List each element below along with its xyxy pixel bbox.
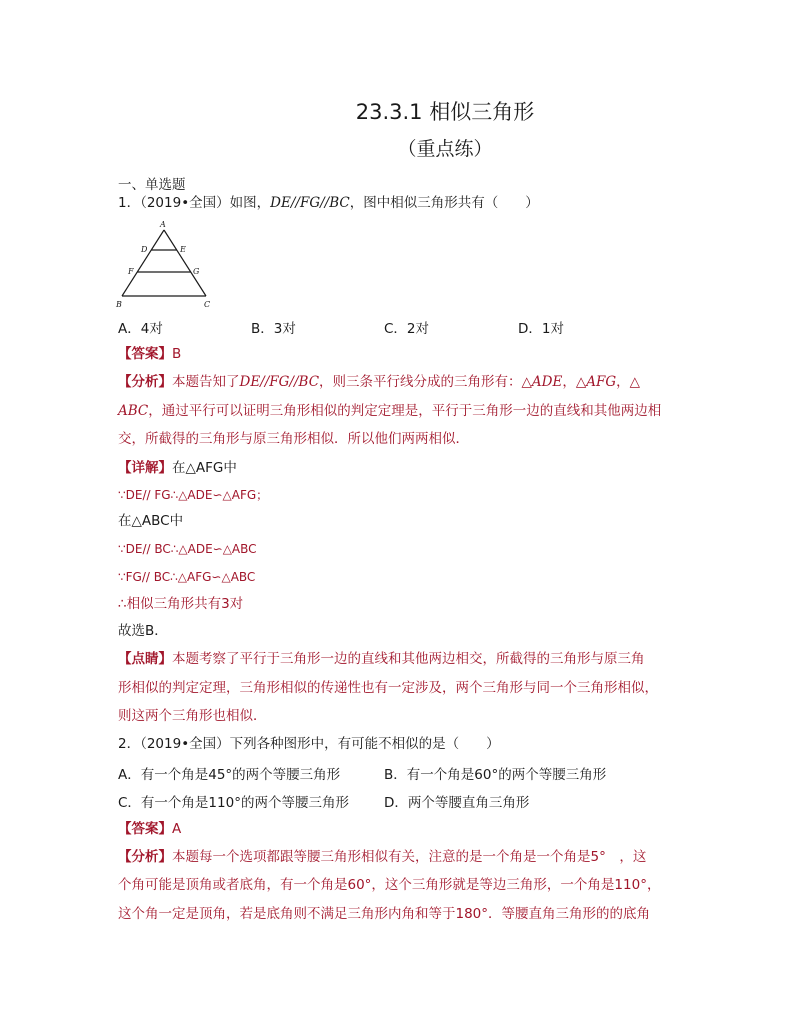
analysis-text: 本题每一个选项都跟等腰三角形相似有关，注意的是一个角是一个角是5° ，这 [172, 849, 647, 865]
analysis-math: AFG [586, 374, 617, 390]
section-heading: 一、单选题 [118, 177, 186, 193]
q1-analysis-line-3: 交，所截得的三角形与原三角形相似．所以他们两两相似． [118, 431, 469, 447]
analysis-text: 本题告知了 [172, 374, 240, 390]
answer-tag: 【答案】 [118, 821, 172, 837]
q1-detail-line-2: ∵DE// FG∴△ADE∽△AFG； [118, 488, 269, 502]
q1-stem-text-end: ，图中相似三角形共有（ ） [349, 195, 539, 211]
answer-value: A [172, 821, 182, 837]
q1-detail-line-4: ∵DE// BC∴△ADE∽△ABC [118, 542, 257, 556]
label-e: E [180, 245, 186, 254]
q2-option-c: C．有一个角是110°的两个等腰三角形 [118, 795, 349, 811]
label-b: B [116, 300, 122, 309]
q1-analysis-line-2 [118, 402, 661, 420]
q1-detail-line-5: ∵FG// BC∴△AFG∽△ABC [118, 570, 256, 584]
q1-detail-line-3: 在△ABC中 [118, 513, 184, 529]
q1-answer [118, 345, 181, 363]
analysis-text: ，通过平行可以证明三角形相似的判定定理是，平行于三角形一边的直线和其他两边相 [148, 403, 662, 419]
label-d: D [141, 245, 148, 254]
q1-detail-line-7: 故选B． [118, 623, 168, 639]
q2-stem: 2．（2019•全国）下列各种图形中，有可能不相似的是（ ） [118, 736, 500, 752]
detail-text: 在△AFG中 [172, 460, 237, 476]
analysis-tag: 【分析】 [118, 374, 172, 390]
q1-stem-text: 1．（2019•全国）如图， [118, 195, 271, 211]
page-subtitle: （重点练） [397, 138, 493, 160]
comment-text: 本题考察了平行于三角形一边的直线和其他两边相交，所截得的三角形与原三角 [172, 651, 645, 667]
side-ac [164, 230, 206, 296]
q1-comment-line-1 [118, 650, 645, 668]
q1-comment-line-3: 则这两个三角形也相似． [118, 708, 267, 724]
analysis-text: ，△ [616, 374, 641, 390]
label-a: A [160, 220, 166, 229]
q1-triangle-figure [114, 218, 224, 310]
comment-tag: 【点睛】 [118, 651, 172, 667]
label-c: C [204, 300, 211, 309]
q2-option-a: A．有一个角是45°的两个等腰三角形 [118, 767, 341, 783]
q1-option-d: D．1对 [518, 321, 564, 337]
analysis-tag: 【分析】 [118, 849, 172, 865]
q2-answer [118, 820, 181, 838]
detail-tag: 【详解】 [118, 460, 172, 476]
q1-stem-math: DE//FG//BC [270, 195, 350, 211]
analysis-text: ，则三条平行线分成的三角形有：△ [319, 374, 532, 390]
q1-detail-line-1 [118, 459, 237, 477]
analysis-math: ADE [531, 374, 563, 390]
page-title: 23.3.1 相似三角形 [355, 100, 535, 124]
q1-option-a: A．4对 [118, 321, 163, 337]
q2-option-b: B．有一个角是60°的两个等腰三角形 [384, 767, 607, 783]
q1-comment-line-2: 形相似的判定定理，三角形相似的传递性也有一定涉及，两个三角形与同一个三角形相似， [118, 680, 658, 696]
label-g: G [193, 267, 200, 276]
side-ab [122, 230, 164, 296]
q1-stem [118, 194, 539, 212]
analysis-text: ，△ [562, 374, 587, 390]
q1-analysis-line-1 [118, 373, 640, 391]
q2-option-d: D．两个等腰直角三角形 [384, 795, 530, 811]
analysis-math: DE//FG//BC [239, 374, 320, 390]
q1-option-c: C．2对 [384, 321, 430, 337]
q2-analysis-line-3: 这个角一定是顶角，若是底角则不满足三角形内角和等于180°．等腰直角三角形的的底角 [118, 906, 651, 922]
q1-detail-line-6: ∴相似三角形共有3对 [118, 596, 244, 612]
q1-option-b: B．3对 [251, 321, 296, 337]
answer-tag: 【答案】 [118, 346, 172, 362]
label-f: F [128, 267, 134, 276]
analysis-math: ABC [118, 403, 149, 419]
q2-analysis-line-1 [118, 848, 646, 866]
q2-analysis-line-2: 个角可能是顶角或者底角，有一个角是60°，这个三角形就是等边三角形，一个角是110°， [118, 877, 661, 893]
answer-value: B [172, 346, 182, 362]
